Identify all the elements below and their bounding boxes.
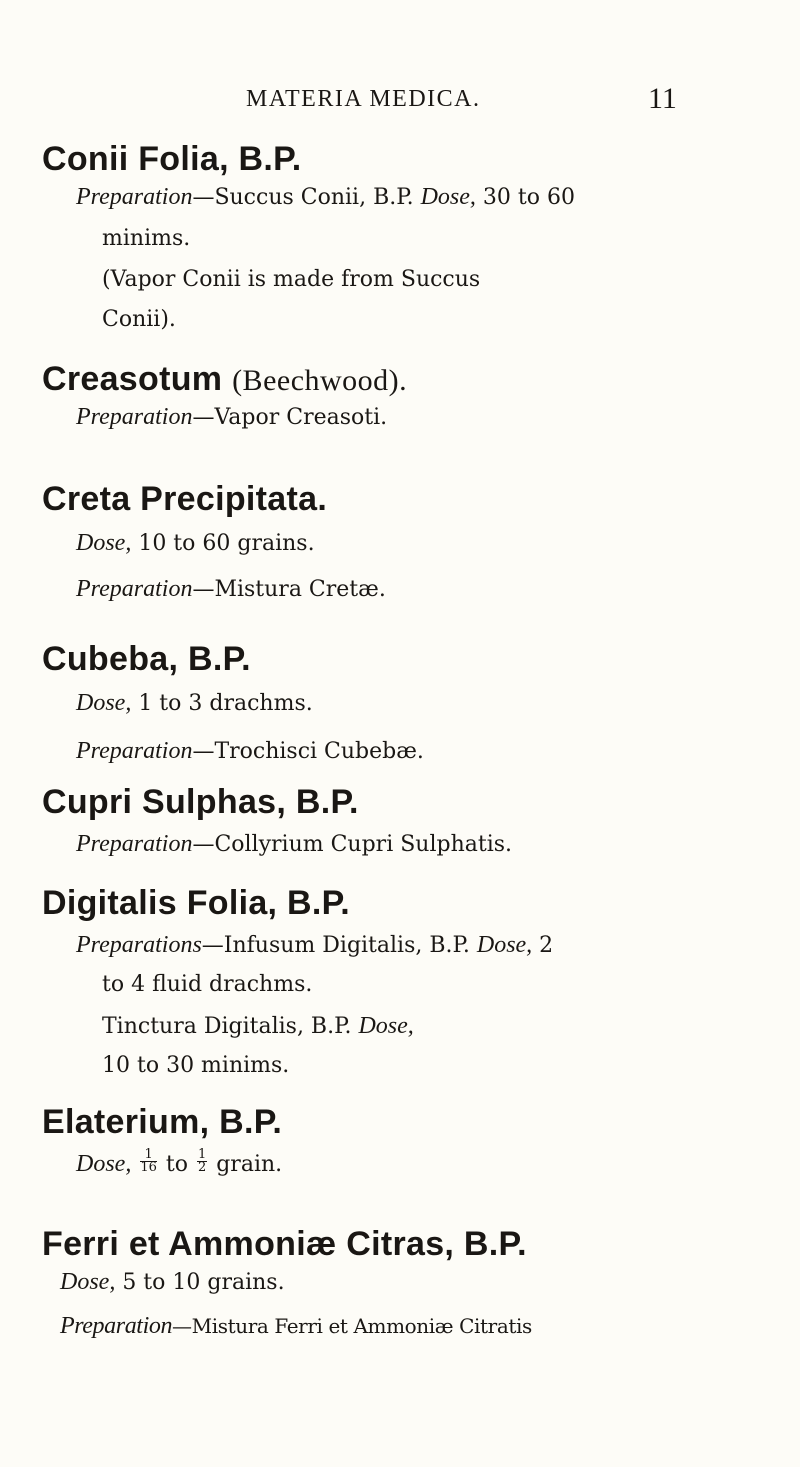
entry-line	[76, 831, 512, 858]
preparation-label: Preparations	[76, 932, 202, 958]
preparation-label: Preparation	[76, 831, 193, 857]
line-text: Tinctura Digitalis, B.P.	[102, 1014, 359, 1039]
fraction-one-half	[197, 1146, 207, 1175]
line-text: —Trochisci Cubebæ.	[192, 739, 424, 764]
entry-line	[60, 1313, 532, 1340]
line-text: —Mistura Cretæ.	[192, 577, 386, 602]
line-text: 30 to 60	[475, 185, 575, 210]
line-text: —Infusum Digitalis, B.P.	[201, 933, 477, 958]
dose-label: Dose,	[60, 1269, 116, 1295]
entry-title-text: Creasotum	[42, 360, 223, 398]
entry-line	[76, 404, 387, 431]
entry-title-smallcaps: (Beechwood).	[232, 364, 408, 397]
entry-line: 10 to 30 minims.	[102, 1053, 290, 1078]
preparation-label: Preparation	[76, 576, 193, 602]
dose-label: Dose,	[76, 530, 132, 556]
fraction-numerator: 1	[197, 1146, 207, 1162]
line-text: —Mistura Ferri et Ammoniæ Citratis	[172, 1314, 532, 1338]
entry-title: Digitalis Folia, B.P.	[42, 884, 350, 922]
fraction-one-sixteenth	[140, 1146, 157, 1175]
preparation-label: Preparation	[60, 1313, 173, 1339]
line-text: —Succus Conii, B.P.	[192, 185, 421, 210]
dose-label: Dose,	[76, 1151, 132, 1177]
fraction-numerator: 1	[140, 1149, 157, 1162]
entry-title: Cubeba, B.P.	[42, 640, 251, 678]
preparation-label: Preparation	[76, 738, 193, 764]
line-text: grain.	[209, 1152, 283, 1177]
page-number: 11	[648, 82, 677, 115]
entry-line: to 4 fluid drachms.	[102, 972, 313, 997]
entry-line	[76, 690, 313, 717]
entry-line	[76, 576, 386, 603]
entry-line: minims.	[102, 226, 191, 251]
entry-line	[102, 1013, 414, 1040]
line-text: —Vapor Creasoti.	[192, 405, 388, 430]
dose-label: Dose,	[476, 932, 533, 958]
entry-line: Conii).	[102, 307, 176, 332]
entry-title: Cupri Sulphas, B.P.	[42, 783, 359, 821]
entry-title	[42, 360, 407, 399]
line-text: 1 to 3 drachms.	[131, 691, 313, 716]
entry-line	[76, 184, 575, 211]
dose-label: Dose,	[76, 690, 132, 716]
entry-line	[60, 1269, 285, 1296]
entry-title: Elaterium, B.P.	[42, 1103, 283, 1141]
entry-title: Ferri et Ammoniæ Citras, B.P.	[42, 1225, 527, 1263]
entry-line	[76, 738, 424, 765]
fraction-denominator: 16	[140, 1159, 157, 1175]
dose-label: Dose,	[420, 184, 476, 210]
line-text: 5 to 10 grains.	[115, 1270, 285, 1295]
entry-line: (Vapor Conii is made from Succus	[102, 267, 481, 292]
line-text: to	[158, 1152, 195, 1177]
line-text: 10 to 60 grains.	[131, 531, 315, 556]
line-text: 2	[532, 933, 554, 958]
preparation-label: Preparation	[76, 184, 193, 210]
preparation-label: Preparation	[76, 404, 193, 430]
entry-line	[76, 530, 315, 557]
dose-label: Dose,	[358, 1013, 414, 1039]
entry-title: Conii Folia, B.P.	[42, 140, 302, 178]
fraction-denominator: 2	[197, 1159, 207, 1175]
entry-line	[76, 932, 553, 959]
running-title: MATERIA MEDICA.	[246, 86, 481, 112]
entry-line	[76, 1146, 283, 1178]
entry-title: Creta Precipitata.	[42, 480, 328, 518]
running-head	[0, 82, 800, 122]
line-text: —Collyrium Cupri Sulphatis.	[192, 832, 513, 857]
